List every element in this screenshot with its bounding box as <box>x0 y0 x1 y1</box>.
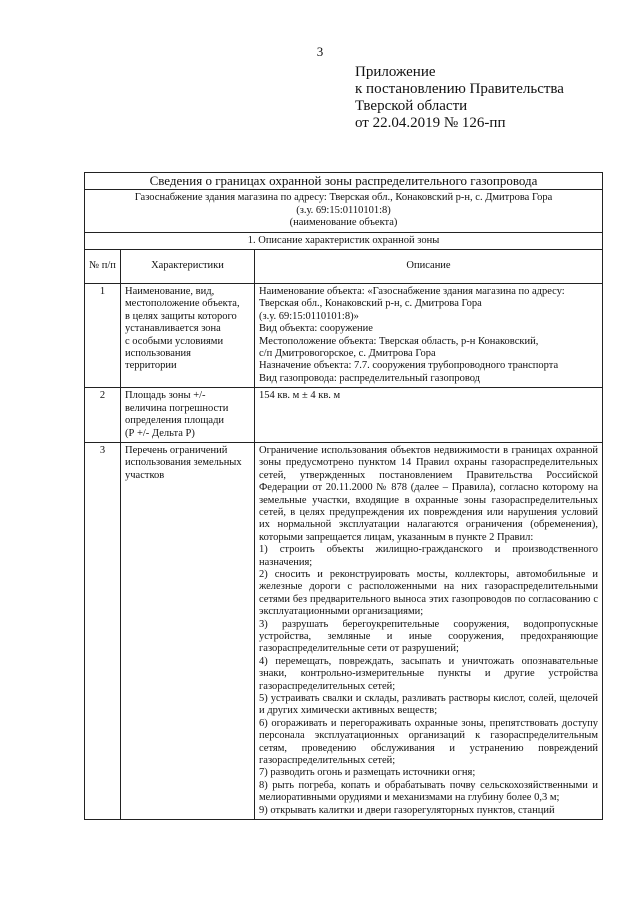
description-paragraph: 2) сносить и реконструировать мосты, коллекторы, автомобильные и железные дороги с расположенными на них газораспределительными сетями без предварительного выноса этих газопроводов по согласованию с эксплуатационными организациями; <box>259 568 599 618</box>
description-paragraph: 5) устраивать свалки и склады, разливать растворы кислот, солей, щелочей и других химически активных веществ; <box>259 693 599 717</box>
row-description <box>255 388 603 443</box>
description-paragraph: 4) перемещать, повреждать, засыпать и уничтожать опознавательные знаки, контрольно-измерительные пункты и другие устройства газораспределительных сетей; <box>259 655 599 692</box>
page-number: 3 <box>316 44 324 59</box>
characteristic-line: определения площади <box>125 415 225 427</box>
description-line: Вид газопровода: распределительный газопровод <box>259 372 481 384</box>
description-line: Наименование объекта: «Газоснабжение здания магазина по адресу: <box>259 286 565 298</box>
characteristic-line: территории <box>125 360 177 372</box>
table-row <box>85 284 603 388</box>
appendix-line-1: Приложение <box>355 64 436 80</box>
header-characteristics: Характеристики <box>121 250 255 284</box>
row-num: 3 <box>85 442 121 819</box>
characteristic-line: Наименование, вид, <box>125 286 215 298</box>
row-description <box>255 284 603 388</box>
characteristic-line: Площадь зоны +/- <box>125 390 206 402</box>
appendix-line-2: к постановлению Правительства <box>355 81 564 97</box>
characteristic-line: использования <box>125 348 191 360</box>
row-characteristic <box>121 388 255 443</box>
table-title: Сведения о границах охранной зоны распределительного газопровода <box>85 173 603 190</box>
row-description <box>255 442 603 819</box>
characteristic-line: величина погрешности <box>125 402 229 414</box>
appendix-heading <box>355 64 595 132</box>
characteristic-line: местоположение объекта, <box>125 298 240 310</box>
header-num: № п/п <box>85 250 121 284</box>
object-name-caption: (наименование объекта) <box>289 217 398 229</box>
description-paragraph: 6) огораживать и перегораживать охранные зоны, препятствовать доступу персонала эксплуатационных организаций к газораспределительным сетям, проведению обслуживания и устранению повреждений газораспределительных сетей; <box>259 717 599 767</box>
object-address: Газоснабжение здания магазина по адресу: Тверская обл., Конаковский р-н, с. Дмитрова Гора <box>134 192 553 204</box>
appendix-line-4: от 22.04.2019 № 126-пп <box>355 115 506 131</box>
row-num: 2 <box>85 388 121 443</box>
description-paragraph: 7) разводить огонь и размещать источники огня; <box>259 767 476 779</box>
characteristic-line: участков <box>125 469 165 481</box>
protection-zone-table <box>84 172 603 820</box>
appendix-line-3: Тверской области <box>355 98 468 114</box>
description-paragraph: 9) открывать калитки и двери газорегуляторных пунктов, станций <box>259 804 555 816</box>
characteristic-line: Перечень ограничений <box>125 444 228 456</box>
characteristic-line: с особыми условиями <box>125 335 224 347</box>
object-cadastral-number: (з.у. 69:15:0110101:8) <box>296 204 391 216</box>
description-line: Тверская обл., Конаковский р-н, с. Дмитрова Гора <box>259 298 482 310</box>
description-paragraph: 8) рыть погреба, копать и обрабатывать почву сельскохозяйственными и мелиоративными орудиями и механизмами на глубину более 0,3 м; <box>259 779 599 804</box>
description-line: (з.у. 69:15:0110101:8)» <box>259 310 359 322</box>
description-line: Вид объекта: сооружение <box>259 323 373 335</box>
section-heading: 1. Описание характеристик охранной зоны <box>85 232 603 249</box>
characteristic-line: (Р +/- Дельта Р) <box>125 427 195 439</box>
table-row <box>85 388 603 443</box>
row-characteristic <box>121 284 255 388</box>
header-description: Описание <box>255 250 603 284</box>
description-paragraph: Ограничение использования объектов недвижимости в границах охранной зоны предусмотрено пунктом 14 Правил охраны газораспределительных сетей, утвержденных постановлением Правительства Российской Федерации от 20.11.2000 № 878 (далее – Правила), согласно которому на земельные участки, входящие в охранные зоны газораспределительных сетей, в целях предупреждения их повреждения или нарушения условий их нормальной эксплуатации налагаются ограничения (обременения), которыми запрещается лицам, указанным в пункте 2 Правил: <box>259 444 599 543</box>
description-line: Назначение объекта: 7.7. сооружения трубопроводного транспорта <box>259 360 559 372</box>
description-line: с/п Дмитровогорское, с. Дмитрова Гора <box>259 348 436 360</box>
characteristic-line: использования земельных <box>125 457 242 469</box>
characteristic-line: устанавливается зона <box>125 323 221 335</box>
row-num: 1 <box>85 284 121 388</box>
description-paragraph: 1) строить объекты жилищно-гражданского и производственного назначения; <box>259 544 599 568</box>
object-name-cell <box>85 190 603 232</box>
table-row <box>85 442 603 819</box>
row-characteristic <box>121 442 255 819</box>
description-paragraph: 3) разрушать берегоукрепительные сооружения, водопропускные устройства, земляные и иные сооружения, предохраняющие газораспределительные сети от разрушений; <box>259 618 599 655</box>
description-line: 154 кв. м ± 4 кв. м <box>259 390 341 402</box>
characteristic-line: в целях защиты которого <box>125 310 237 322</box>
description-line: Местоположение объекта: Тверская область, р-н Конаковский, <box>259 335 539 347</box>
